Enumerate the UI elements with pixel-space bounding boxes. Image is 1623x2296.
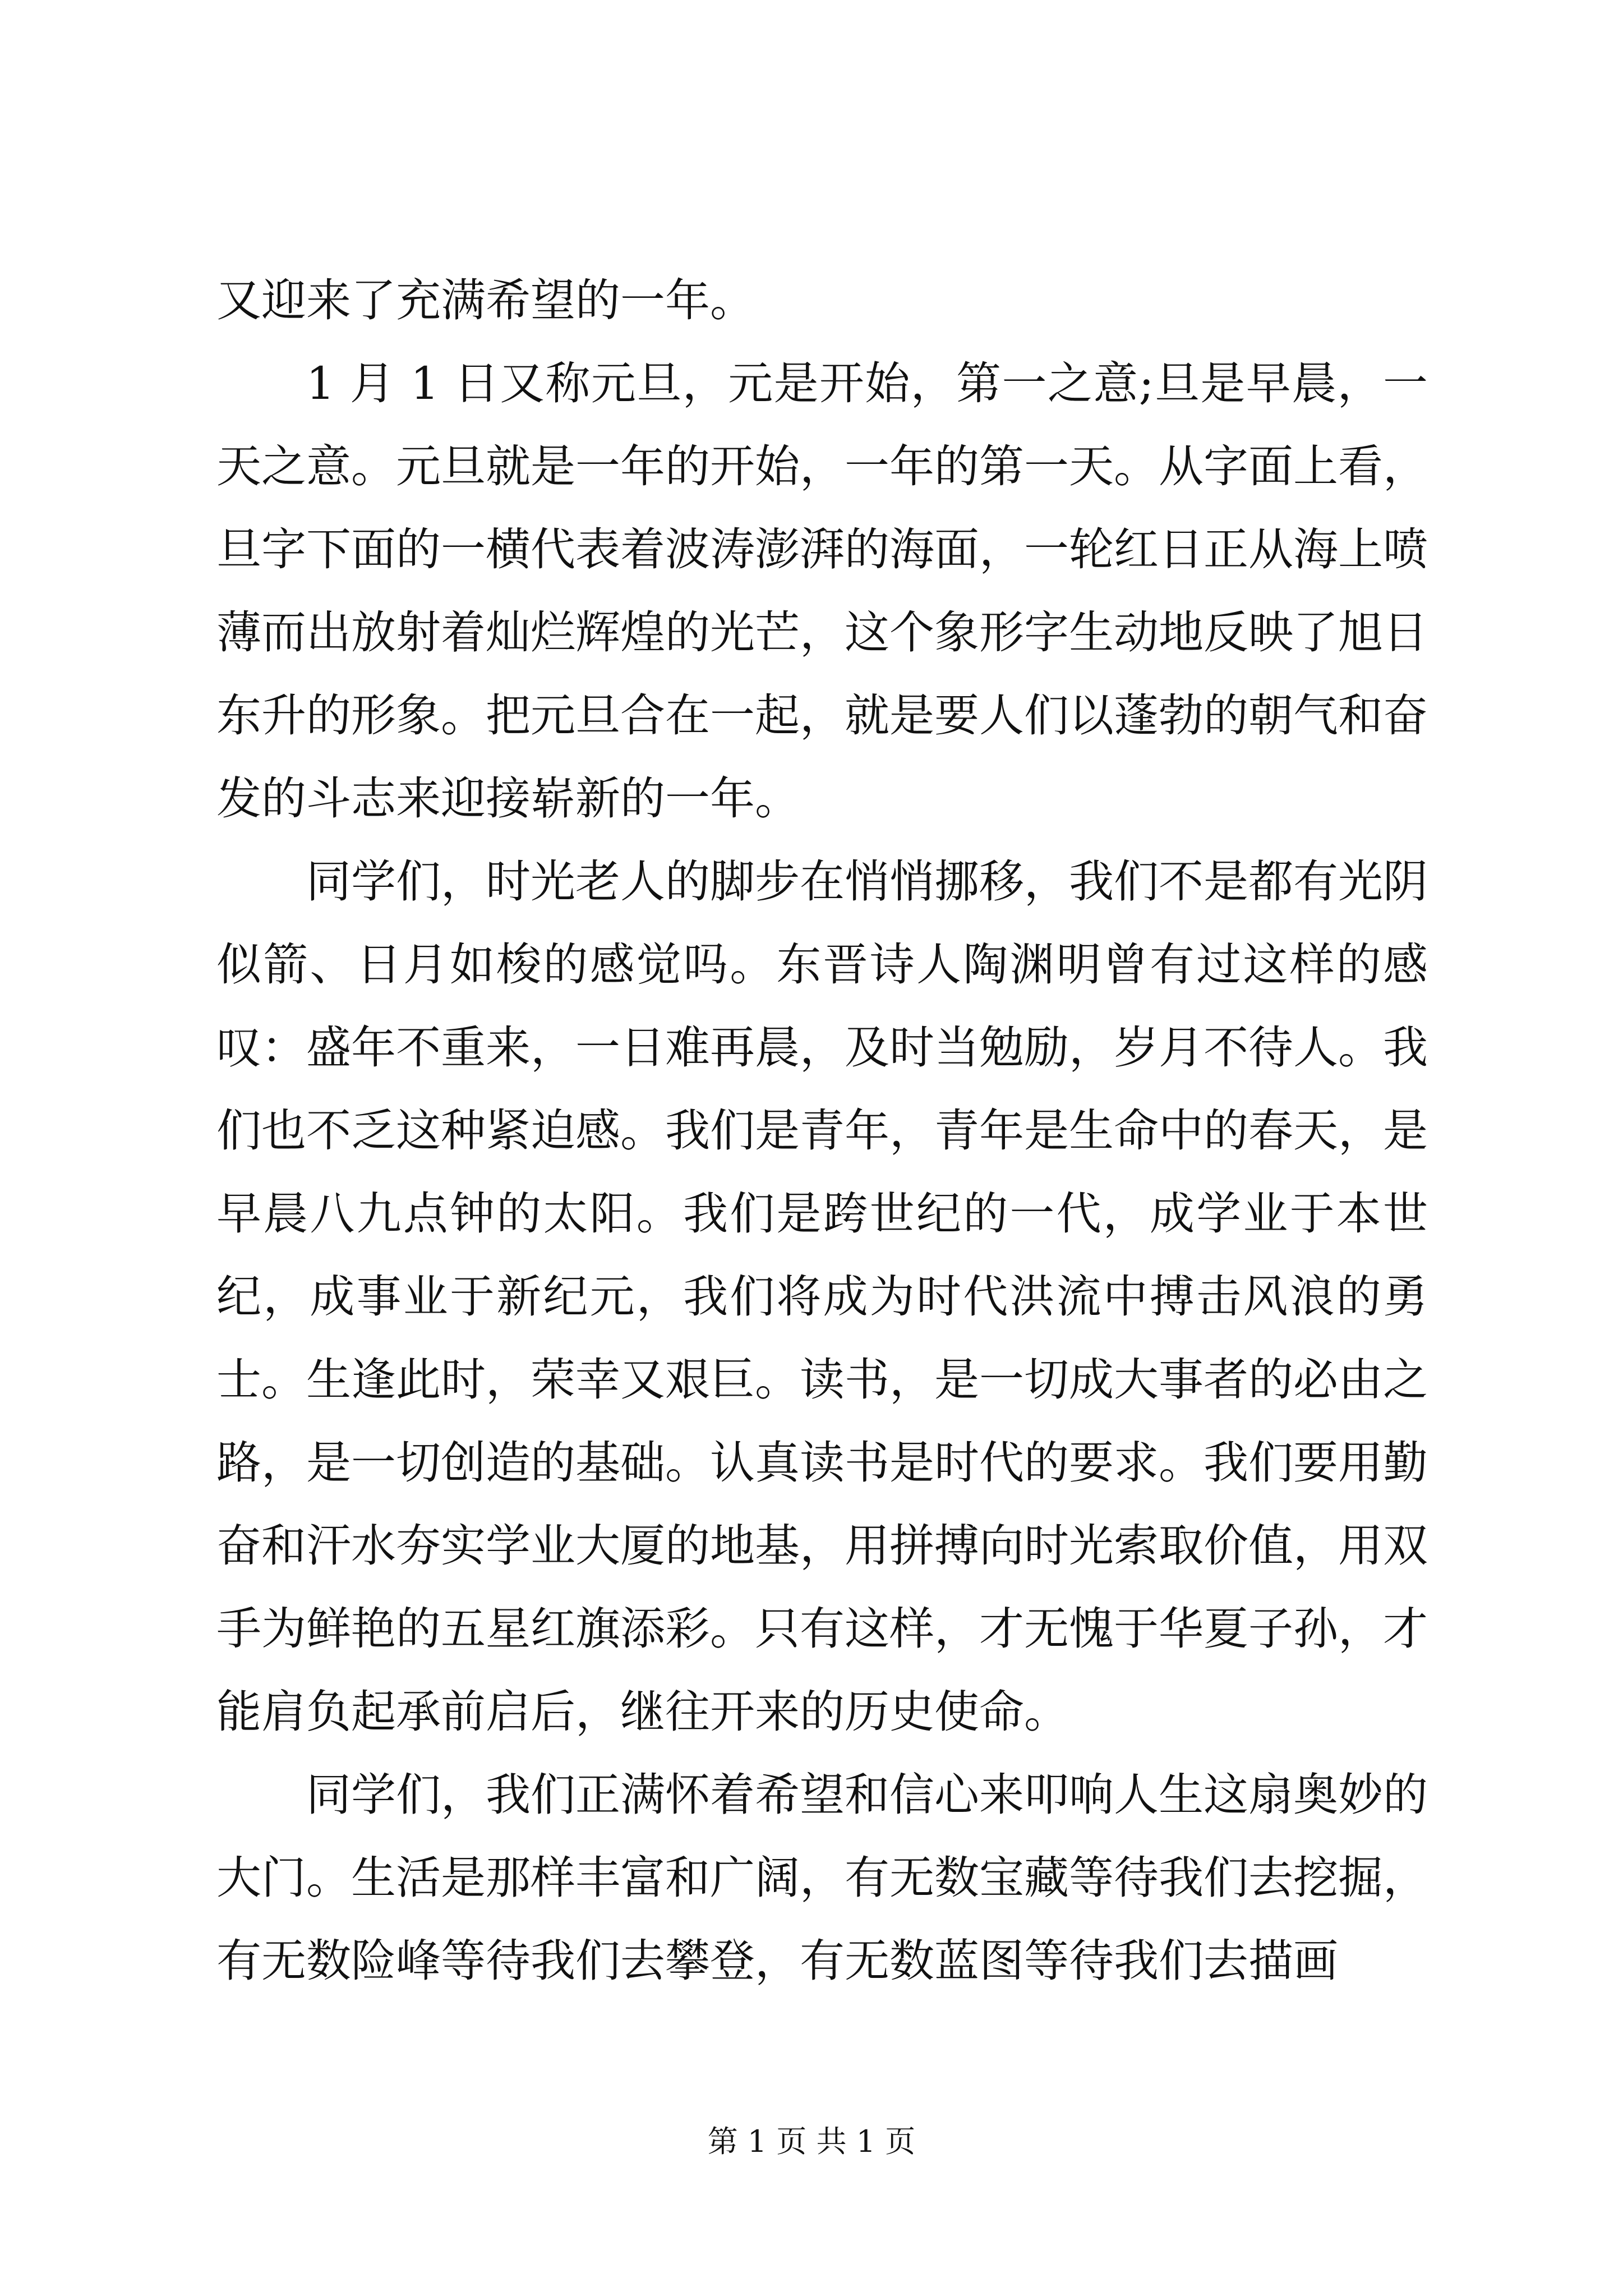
page-footer: 第 1 页 共 1 页 — [707, 2124, 916, 2159]
paragraph-4: 同学们，我们正满怀着希望和信心来叩响人生这扇奥妙的大门。生活是那样丰富和广阔，有无数宝藏等待我们去挖掘，有无数险峰等待我们去攀登，有无数蓝图等待我们去描画 — [216, 1769, 1428, 1987]
document-body — [216, 259, 1428, 2003]
paragraph-3: 同学们，时光老人的脚步在悄悄挪移，我们不是都有光阴似箭、日月如梭的感觉吗。东晋诗人陶渊明曾有过这样的感叹：盛年不重来，一日难再晨，及时当勉励，岁月不待人。我们也不乏这种紧迫感。我们是青年，青年是生命中的春天，是早晨八九点钟的太阳。我们是跨世纪的一代，成学业于本世纪，成事业于新纪元，我们将成为时代洪流中搏击风浪的勇士。生逢此时，荣幸又艰巨。读书，是一切成大事者的必由之路，是一切创造的基础。认真读书是时代的要求。我们要用勤奋和汗水夯实学业大厦的地基，用拼搏向时光索取价值，用双手为鲜艳的五星红旗添彩。只有这样，才无愧于华夏子孙，才能肩负起承前启后，继往开来的历史使命。 — [216, 855, 1428, 1738]
paragraph-2: 1 月 1 日又称元旦，元是开始，第一之意;旦是早晨，一天之意。元旦就是一年的开始，一年的第一天。从字面上看，旦字下面的一横代表着波涛澎湃的海面，一轮红日正从海上喷薄而出放射着灿烂辉煌的光芒，这个象形字生动地反映了旭日东升的形象。把元旦合在一起，就是要人们以蓬勃的朝气和奋发的斗志来迎接崭新的一年。 — [216, 357, 1428, 825]
paragraph-1: 又迎来了充满希望的一年。 — [216, 274, 755, 326]
